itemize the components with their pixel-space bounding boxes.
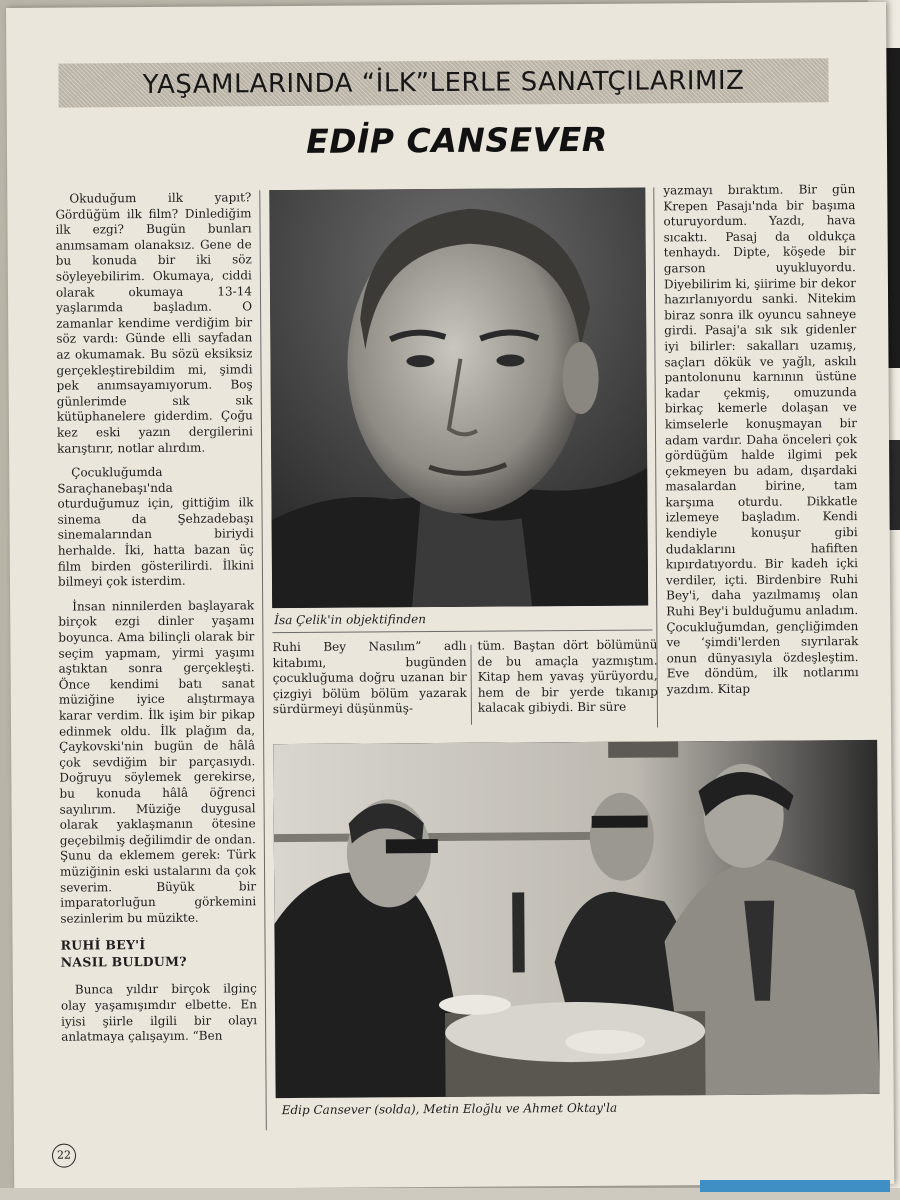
group-photo xyxy=(273,740,879,1098)
paragraph-reading: Okuduğum ilk yapıt? Gördüğüm ilk film? Dinlediğim ilk ezgi? Bugün bunları anımsamam olanaksız. Gene de bu konuda bir iki söz söyleyebilirim. Okumaya, ciddi olarak okumaya 13-14 yaşlarımda başladım. O zamanlar kendime verdiğim bir söz vardı: Günde elli sayfadan az okumamak. Bu sözü eksiksiz gerçekleştirebildim mi, şimdi pek anımsayamıyorum. Boş günlerimde sık sık kütüphanelere giderdim. Çoğu kez eski yazın dergilerini karıştırır, notlar alırdım. xyxy=(55,190,254,456)
paragraph-krepen-pasaji: yazmayı bıraktım. Bir gün Krepen Pasajı'nda bir başıma oturuyordum. Yazdı, hava sıcaktı. Pasaj da oldukça tenhaydı. Dipte, köşede bir garson uyukluyordu. Diyebilirim ki, şiirime bir dekor hazırlanıyordu sanki. Nitekim biraz sonra ilk oyuncu sahneye girdi. Pasaj'a sık sık gidenler iyi bilirler: sakalları uzamış, saçları dökük ve yağlı, askılı pantolonunu karnının üstüne kadar çekmiş, omuzunda birkaç kemerle dolaşan ve kimselerle konuşmayan bir adam vardır. Daha önceleri çok gördüğüm halde ilgimi pek çekmeyen bu adam, dışardaki masalardan birine, tam karşıma oturdu. Dikkatle izlemeye başladım. Kendi kendiyle konuşur gibi dudaklarını hafiften kıpırdatıyordu. Bir kadeh içki verdiler, içti. Birdenbire Ruhi Bey'i, daha yazılmamış olan Ruhi Bey'i bulduğumu anladım. Çocukluğumdan, gençliğimden ve ‘şimdi'lerden sıyrılarak onun dünyasıyla özdeşleştim. Eve döndüm, ilk notlarımı yazdım. Kitap xyxy=(663,182,859,697)
section-subheading xyxy=(60,936,256,971)
paragraph-middle-left: Ruhi Bey Nasılım” adlı kitabımı, bugünden çocukluğuma doğru uzanan bir çizgiyi bölüm bölüm yazarak sürdürmeyi düşünmüş- xyxy=(272,638,467,717)
subheading-line-2: NASIL BULDUM? xyxy=(60,954,187,970)
article-middle-column-right xyxy=(477,637,658,725)
author-name-heading: EDİP CANSEVER xyxy=(306,119,608,161)
portrait-caption: İsa Çelik'in objektifinden xyxy=(274,612,427,628)
caption-rule xyxy=(272,630,652,634)
paragraph-music: İnsan ninnilerden başlayarak birçok ezgi dinler yaşamı boyunca. Ama bilinçli olarak bir seçim yapmam, yirmi yaşımı aştıktan sonra gerçekleşti. Önce kendimi batı sanat müziğine iyice alıştırmaya karar verdim. İlk işim bir pikap edinmek oldu. İlk plağım da, Çaykovski'nin bugün de hâlâ çok sevdiğim bir parçasıydı. Doğruyu söylemek gerekirse, bu konuda hâlâ öğrenci sayılırım. Müziğe duygusal olarak yaklaşmanın ötesine geçebilmiş değilimdir de ondan. Şunu da eklemem gerek: Türk müziğinin eski ustalarını da çok severim. Büyük bir imparatorluğun görkemini sezinlerim bu müzikte. xyxy=(58,598,257,926)
magazine-page xyxy=(6,2,894,1190)
subheading-line-1: RUHİ BEY'İ xyxy=(60,937,146,953)
article-middle-column-left xyxy=(272,639,467,727)
series-banner xyxy=(58,58,828,107)
column-divider-middle xyxy=(470,645,472,725)
paragraph-cinema: Çocukluğumda Saraçhanebaşı'nda oturduğumuz için, gittiğim ilk sinema da Şehzadebaşı sinemalarından biriydi herhalde. İki, hatta bazan üç film birden gösterilirdi. İlkini bilmeyi çok isterdim. xyxy=(57,465,254,589)
group-photo-image xyxy=(273,740,879,1098)
group-photo-caption: Edip Cansever (solda), Metin Eloğlu ve Ahmet Oktay'la xyxy=(281,1100,618,1118)
article-column-1 xyxy=(55,190,257,1054)
blue-tab xyxy=(700,1180,890,1192)
series-title: YAŞAMLARINDA “İLK”LERLE SANATÇILARIMIZ xyxy=(142,65,745,101)
page-number: 22 xyxy=(52,1144,76,1168)
paragraph-middle-right: tüm. Baştan dört bölümünü de bu amaçla yazmıştım. Kitap hem yavaş yürüyordu, hem de bir yerde tıkanıp kalacak gibiydi. Bir süre xyxy=(477,637,658,716)
column-divider-left xyxy=(259,190,267,1130)
article-column-3 xyxy=(663,182,859,707)
portrait-photo-image xyxy=(269,188,648,609)
portrait-photo xyxy=(269,188,648,609)
paragraph-ruhi-bey-intro: Bunca yıldır birçok ilginç olay yaşamışımdır elbette. En iyisi şiirle ilgili bir olayı anlatmaya çalışayım. “Ben xyxy=(60,981,258,1044)
